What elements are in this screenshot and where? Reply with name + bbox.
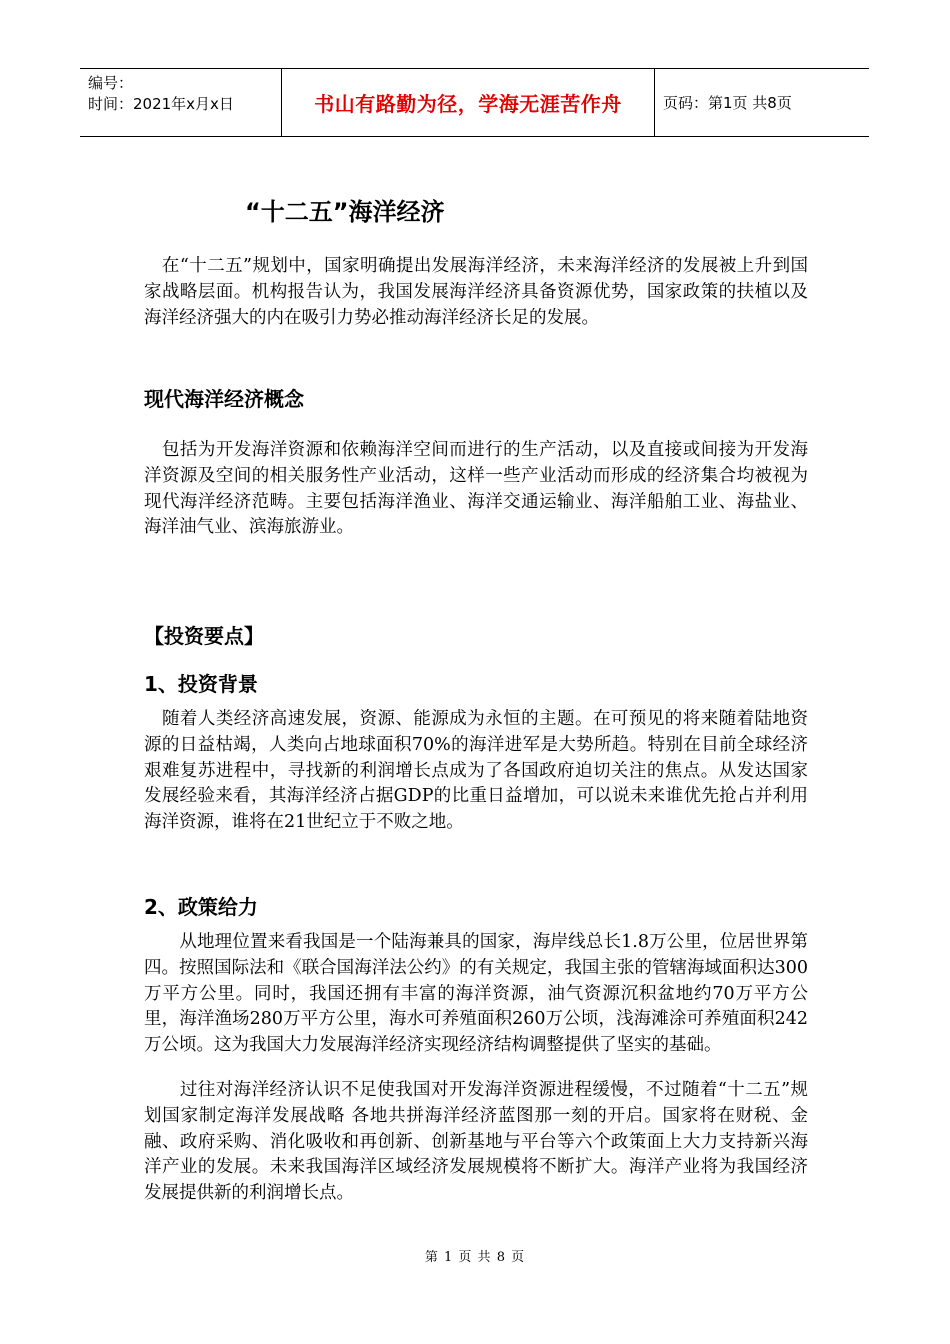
document-date: 时间：2021年x月x日 — [88, 95, 234, 113]
section-heading-background: 1、投资背景 — [144, 672, 258, 696]
policy-paragraph-2: 过往对海洋经济认识不足使我国对开发海洋资源进程缓慢，不过随着“十二五”规划国家制定海洋发展战略 各地共拼海洋经济蓝图那一刻的开启。国家将在财税、金融、政府采购、消化吸收和再创新、创新基地与平台等六个政策面上大力支持新兴海洋产业的发展。未来我国海洋区域经济发展规模将不断扩大。海洋产业将为我国经济发展提供新的利润增长点。 — [144, 1080, 808, 1204]
section-heading-investment-points: 【投资要点】 — [144, 624, 264, 648]
header-meta — [80, 69, 282, 136]
page-header — [80, 68, 869, 137]
policy-paragraph-1: 从地理位置来看我国是一个陆海兼具的国家，海岸线总长1.8万公里，位居世界第四。按照国际法和《联合国海洋法公约》的有关规定，我国主张的管辖海域面积达300万平方公里。同时，我国还拥有丰富的海洋资源，油气资源沉积盆地约70万平方公里，海洋渔场280万平方公里，海水可养殖面积260万公顷，浅海滩涂可养殖面积242万公顷。这为我国大力发展海洋经济实现经济结构调整提供了坚实的基础。 — [144, 932, 808, 1056]
header-motto: 书山有路勤为径，学海无涯苦作舟 — [314, 92, 622, 116]
document-title: “十二五”海洋经济 — [245, 198, 445, 226]
background-paragraph: 随着人类经济高速发展，资源、能源成为永恒的主题。在可预见的将来随着陆地资源的日益枯竭，人类向占地球面积70%的海洋进军是大势所趋。特别在目前全球经济艰难复苏进程中，寻找新的利润增长点成为了各国政府迫切关注的焦点。从发达国家发展经验来看，其海洋经济占据GDP的比重日益增加，可以说未来谁优先抢占并利用海洋资源，谁将在21世纪立于不败之地。 — [144, 709, 808, 833]
header-motto-cell — [282, 69, 655, 136]
intro-paragraph: 在“十二五”规划中，国家明确提出发展海洋经济，未来海洋经济的发展被上升到国家战略层面。机构报告认为，我国发展海洋经济具备资源优势，国家政策的扶植以及海洋经济强大的内在吸引力势必推动海洋经济长足的发展。 — [144, 256, 808, 328]
section-heading-concept: 现代海洋经济概念 — [144, 387, 304, 411]
header-page-cell — [655, 69, 869, 136]
section-heading-policy: 2、政策给力 — [144, 895, 258, 919]
page-footer: 第 1 页 共 8 页 — [424, 1250, 526, 1265]
concept-paragraph: 包括为开发海洋资源和依赖海洋空间而进行的生产活动，以及直接或间接为开发海洋资源及空间的相关服务性产业活动，这样一些产业活动而形成的经济集合均被视为现代海洋经济范畴。主要包括海洋渔业、海洋交通运输业、海洋船舶工业、海盐业、海洋油气业、滨海旅游业。 — [144, 440, 808, 538]
document-number: 编号： — [88, 74, 134, 92]
header-page-number: 页码：第1页 共8页 — [663, 94, 792, 112]
